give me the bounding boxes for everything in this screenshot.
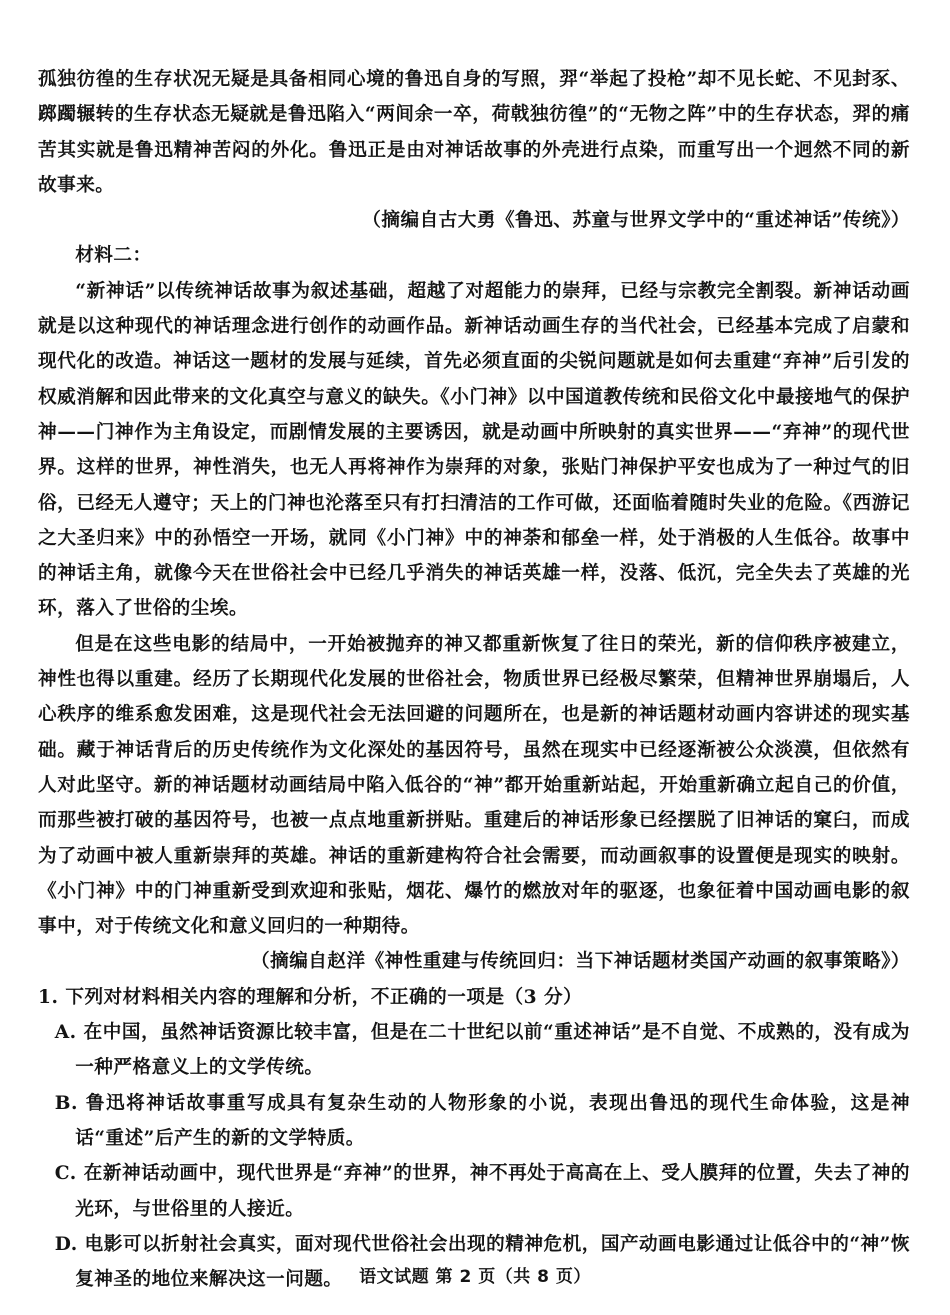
question-1-stem: 1. 下列对材料相关内容的理解和分析，不正确的一项是（3 分） bbox=[38, 986, 583, 1008]
question-1-option-d: D. 电影可以折射社会真实，面对现代世俗社会出现的精神危机，国产动画电影通过让低谷中的“神”恢复神圣的地位来解决这一问题。 bbox=[54, 1233, 910, 1291]
question-1-option-c: C. 在新神话动画中，现代世界是“弃神”的世界，神不再处于高高在上、受人膜拜的位置，失去了神的光环，与世俗里的人接近。 bbox=[54, 1163, 910, 1220]
material-one-closing-paragraph: 孤独彷徨的生存状况无疑是具备相同心境的鲁迅自身的写照，羿“举起了投枪”却不见长蛇、不见封豕、踯躅辗转的生存状态无疑就是鲁迅陷入“两间余一卒，荷戟独彷徨”的“无物之阵”中的生存状态，羿的痛苦其实就是鲁迅精神苦闷的外化。鲁迅正是由对神话故事的外壳进行点染，而重写出一个迥然不同的新故事来。 bbox=[38, 69, 910, 196]
material-two-paragraph-1: “新神话”以传统神话故事为叙述基础，超越了对超能力的崇拜，已经与宗教完全割裂。新神话动画就是以这种现代的神话理念进行创作的动画作品。新神话动画生存的当代社会，已经基本完成了启蒙和现代化的改造。神话这一题材的发展与延续，首先必须直面的尖锐问题就是如何去重建“弃神”后引发的权威消解和因此带来的文化真空与意义的缺失。《小门神》以中国道教传统和民俗文化中最接地气的保护神——门神作为主角设定，而剧情发展的主要诱因，就是动画中所映射的真实世界——“弃神”的现代世界。这样的世界，神性消失，也无人再将神作为崇拜的对象，张贴门神保护平安也成为了一种过气的旧俗，已经无人遵守；天上的门神也沦落至只有打扫清洁的工作可做，还面临着随时失业的危险。《西游记之大圣归来》中的孙悟空一开场，就同《小门神》中的神荼和郁垒一样，处于消极的人生低谷。故事中的神话主角，就像今天在世俗社会中已经几乎消失的神话英雄一样，没落、低沉，完全失去了英雄的光环，落入了世俗的尘埃。 bbox=[38, 280, 910, 620]
question-1-option-a: A. 在中国，虽然神话资源比较丰富，但是在二十世纪以前“重述神话”是不自觉、不成熟的，没有成为一种严格意义上的文学传统。 bbox=[54, 1022, 910, 1079]
material-two-source: （摘编自赵洋《神性重建与传统回归：当下神话题材类国产动画的叙事策略》） bbox=[251, 951, 910, 973]
question-1-option-b: B. 鲁迅将神话故事重写成具有复杂生动的人物形象的小说，表现出鲁迅的现代生命体验，这是神话“重述”后产生的新的文学特质。 bbox=[54, 1092, 910, 1149]
material-two-paragraph-2: 但是在这些电影的结局中，一开始被抛弃的神又都重新恢复了往日的荣光，新的信仰秩序被建立，神性也得以重建。经历了长期现代化发展的世俗社会，物质世界已经极尽繁荣，但精神世界崩塌后，人心秩序的维系愈发困难，这是现代社会无法回避的问题所在，也是新的神话题材动画内容讲述的现实基础。藏于神话背后的历史传统作为文化深处的基因符号，虽然在现实中已经逐渐被公众淡漠，但依然有人对此坚守。新的神话题材动画结局中陷入低谷的“神”都开始重新站起，开始重新确立起自己的价值，而那些被打破的基因符号，也被一点点地重新拼贴。重建后的神话形象已经摆脱了旧神话的窠臼，而成为了动画中被人重新崇拜的英雄。神话的重新建构符合社会需要，而动画叙事的设置便是现实的映射。《小门神》中的门神重新受到欢迎和张贴，烟花、爆竹的燃放对年的驱逐，也象征着中国动画电影的叙事中，对于传统文化和意义回归的一种期待。 bbox=[38, 633, 910, 938]
material-one-source: （摘编自古大勇《鲁迅、苏童与世界文学中的“重述神话”传统》） bbox=[362, 210, 910, 232]
page-footer: 语文试题 第 2 页（共 8 页） bbox=[359, 1267, 591, 1287]
material-two-heading: 材料二： bbox=[75, 245, 152, 267]
